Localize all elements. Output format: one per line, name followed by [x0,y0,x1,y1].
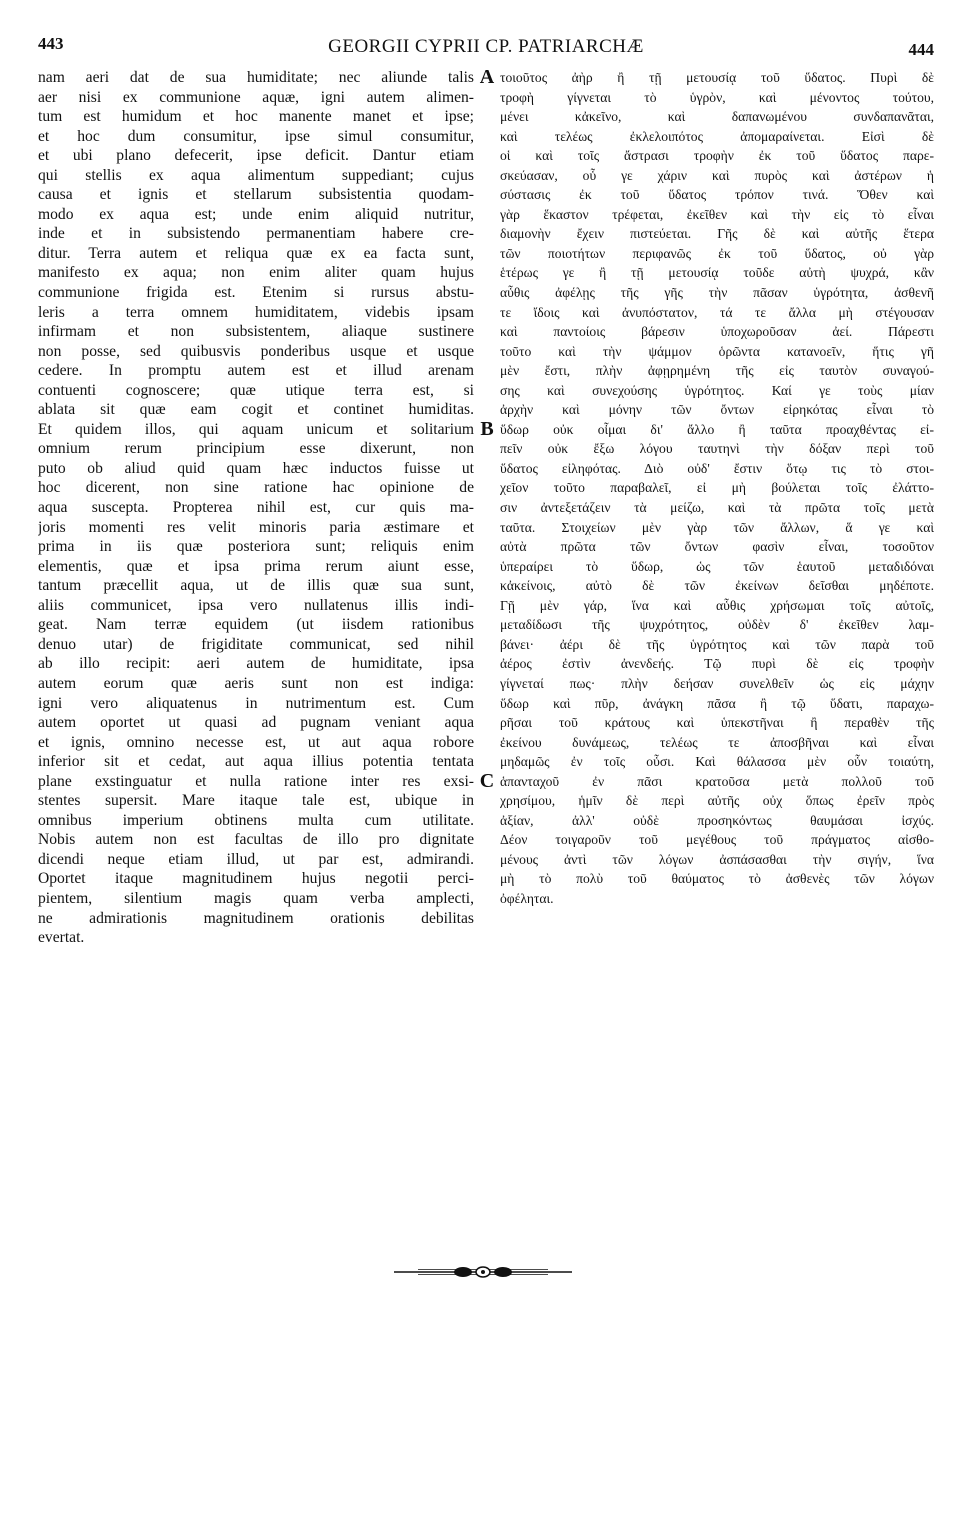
text-line: αὐτὰ πρῶτα τῶν ὄντων φασὶν εἶναι, τοσοῦτον [500,539,934,555]
latin-column [38,68,474,948]
text-line: ab illo recipit: aeri autem de humiditate, ipsa [38,655,474,673]
text-line: stentes supersit. Mare itaque tale est, ubique in [38,792,474,810]
greek-column [500,68,934,909]
text-line: τροφὴ γίγνεται τὸ ὑγρὸν, καὶ μένοντος τούτου, [500,89,934,105]
text-line: tantum præcellit aqua, ut de illis quæ sua sunt, [38,577,474,595]
text-line: μένους ἀντὶ τῶν λόγων ἀσπάσασθαι τὴν σιγήν, ἵνα [500,851,934,867]
text-line: οἱ καὶ τοῖς ἄστρασι τροφὴν ἐκ τοῦ ὕδατος παρε- [500,148,934,164]
text-line: omnibus imperium obtinens multa cum utilitate. [38,811,474,829]
text-line: leris a terra omnem humiditatem, videbis ipsam [38,303,474,321]
text-line: χρησίμου, ἡμῖν δὲ περὶ αὐτῆς οὐχ ὅπως ἐρεῖν πρὸς [500,793,934,809]
page-number-left: 443 [38,34,64,53]
text-line: causa et ignis et stellarum subsistentia quodam- [38,186,474,204]
text-line: prima in iis quæ posteriora sunt; reliquis enim [38,538,474,556]
text-line: γίγνεταί πως· πλὴν δεήσαν συνελθεῖν ὡς εἰς μάχην [500,675,934,691]
text-line: autem eorum quæ aeris sunt non est indiga: [38,674,474,692]
text-line: ne admirationis magnitudinem orationis debilitas [38,909,474,927]
text-line: ὕδωρ καὶ πῦρ, ἀνάγκη πᾶσα ἢ τῷ ὕδατι, παραχω- [500,695,934,711]
text-line: μένει κἀκεῖνο, καὶ δαπανωμένου συνδαπανᾶται, [500,109,934,125]
text-line: ρῆσαι τοῦ κράτους καὶ ὑπεκστῆναι ἢ περαθὲν τῆς [500,715,934,731]
text-line: cedere. In promptu autem est et illud arenam [38,362,474,380]
text-line: Γῇ μὲν γάρ, ἵνα καὶ αὖθις χρήσωμαι τοῖς αὐτοῖς, [500,597,934,613]
text-line: ἀρχὴν καὶ μόνην τῶν ὄντων εἰρηκότας εἶναι τὸ [500,402,934,418]
text-line: manifesto ex aqua; non enim aliter quam hujus [38,264,474,282]
text-line: modo ex aqua est; unde enim aliquid nutritur, [38,205,474,223]
text-line: μεταδίδωσι τῆς ψυχρότητος, οὐδὲν δ' ἐκεῖθεν λαμ- [500,617,934,633]
text-line: ὑπεραίρει τὸ ὕδωρ, ὡς τῶν ἑαυτοῦ μεταδιδόναι [500,558,934,574]
text-line: μηδαμῶς ἐν τοῖς οὖσι. Καὶ θάλασσα μὲν οὖν τοιαύτη, [500,754,934,770]
text-line: et ubi plano defecerit, ipse deficit. Dantur etiam [38,147,474,165]
text-line: χεῖον τοῦτο παραβαλεῖ, εἰ μὴ βούλεται τοῖς ἐλάττο- [500,480,934,496]
latin-text [38,68,474,948]
text-line: plane exstinguatur et nulla ratione inter res exsi- [38,772,474,790]
text-line: ἁπανταχοῦ ἐν πᾶσι κρατοῦσα μετὰ πολλοῦ τοῦ [500,773,934,789]
text-line: μὲν ἔστι, πλὴν ἀφῃρημένη τῆς εἰς ταυτὸν συναγού- [500,363,934,379]
text-line: elementis, quæ et ipsa prima rerum aiunt esse, [38,557,474,575]
text-line: τε ἴδοις καὶ ἀνυπόστατον, τά τε ἄλλα μὴ στέγουσαν [500,304,934,320]
text-line: dicendi neque etiam illud, ut par est, admirandi. [38,850,474,868]
text-line: ἀέρος ἐστὶν ἀνενδεής. Τῷ πυρὶ δὲ εἰς τροφὴν [500,656,934,672]
text-line: ὕδωρ οὐκ οἶμαι δι' ἄλλο ἢ ταῦτα προαχθέντας εἰ- [500,421,934,437]
text-line: βάνει· ἀέρι δὲ τῆς ὑγρότητος καὶ τῶν παρὰ τοῦ [500,636,934,652]
text-line: et ignis, omnino necesse est, ut aut aqua robore [38,733,474,751]
text-line: ἀξίαν, ἀλλ' οὐδὲ προσηκόντως θαυμάσαι ἰσχύς. [500,812,934,828]
text-line: ὕδατος εἰληφότας. Διὸ οὐδ' ἔστιν ὅτῳ τις τὸ στοι- [500,460,934,476]
text-line: κἀκείνοις, αὐτὸ δὲ τῶν ἐκείνων δεῖσθαι μηδέποτε. [500,578,934,594]
text-line: geat. Nam terræ equidem (ut iisdem rationibus [38,616,474,634]
text-line: σκεύασαν, οὗ γε χάριν καὶ πυρὸς καὶ ἀστέρων ἡ [500,167,934,183]
text-line: omnium rerum principium esse dixerunt, non [38,440,474,458]
text-line: καὶ τελέως ἐκλελοιπότος ἀπομαραίνεται. Εἰσὶ δὲ [500,128,934,144]
text-line: ταῦτα. Στοιχείων μὲν γὰρ τῶν ἄλλων, ἅ γε καὶ [500,519,934,535]
text-line: pientem, silentium magis quam verba amplecti, [38,889,474,907]
text-line: ὀφέληται. [500,890,554,906]
text-line: inferior sit et cedat, aut aqua illius potentia tentata [38,753,474,771]
text-line: autem oportet ut quasi ad pugnam veniant aqua [38,714,474,732]
text-line: διαμονὴν ἔχειν πιστεύεται. Γῆς δὲ καὶ αὐτῆς ἕτερα [500,226,934,242]
text-line: μὴ τὸ πολὺ τοῦ θαύματος τὸ ἀσθενὲς τῶν λόγων [500,871,934,887]
text-line: aqua suscepta. Propterea nihil est, cur quis ma- [38,499,474,517]
text-line: ἑτέρως γε ἢ τῇ μετουσίᾳ τοῦδε αὐτὴ ψυχρά, κἂν [500,265,934,281]
text-line: non posse, sed quibusvis ponderibus usque et usque [38,342,474,360]
text-line: inde et in subsistendo permanentiam habere cre- [38,225,474,243]
text-line: nam aeri dat de sua humiditate; nec aliunde talis [38,69,474,86]
text-line: σιν ἀντεξετάζειν τὰ μείζω, καὶ τὰ πρῶτα τοῖς μετὰ [500,500,934,516]
text-line: aliis communicet, ipsa vero nullatenus illis indi- [38,596,474,614]
text-line: πεῖν οὐκ ἔξω λόγου ταυτηνὶ τὴν δόξαν περὶ τοῦ [500,441,934,457]
text-line: Nobis autem non est facultas de illo pro dignitate [38,831,474,849]
text-line: et hoc dum consumitur, ipse simul consumitur, [38,127,474,145]
text-line: Δέον τοιγαροῦν τοῦ μεγέθους τοῦ πράγματος αἰσθο- [500,832,934,848]
text-line: σης καὶ συνεχούσης ὑγρότητος. Καί γε τοὺς μίαν [500,382,934,398]
text-line: ablata sit quæ eam cogit et continet humiditas. [38,401,474,419]
text-line: τῶν ποιοτήτων περιφανῶς ἐκ τοῦ ὕδατος, οὐ γὰρ [500,245,934,261]
text-line: Et quidem illos, qui aquam unicum et solitarium [38,420,474,438]
text-line: puto ob aliud quid quam hæc inductos fuisse ut [38,459,474,477]
text-line: ditur. Terra autem et reliqua quæ ex ea facta sunt, [38,244,474,262]
text-line: τοιοῦτος ἀὴρ ἢ τῇ μετουσίᾳ τοῦ ὕδατος. Πυρὶ δὲ [500,70,934,85]
ornament-divider [388,1262,578,1282]
text-line: communione frigida est. Etenim si rursus abstu- [38,284,474,302]
text-line: qui stellis ex aqua alimentum suppediant; cujus [38,166,474,184]
text-line: aer nisi ex communione aquæ, igni autem alimen- [38,88,474,106]
text-line: evertat. [38,929,85,947]
text-line: tum est humidum et hoc manente manet et ipse; [38,108,474,126]
running-title: GEORGII CYPRII CP. PATRIARCHÆ [328,36,644,57]
margin-marker-c: C [479,770,495,792]
page-header [38,34,934,60]
margin-marker-b: B [480,418,494,440]
text-line: ἐκείνου δυνάμεως, τελέως τε ἀποσβῆναι καὶ εἶναι [500,734,934,750]
text-line: γὰρ ἕκαστον τρέφεται, ἐκεῖθεν καὶ τὴν εἰς τὸ εἶναι [500,206,934,222]
text-line: joris momenti res velit minoris paria æstimare et [38,518,474,536]
text-line: denuo utar) de frigiditate communicat, sed nihil [38,635,474,653]
text-line: σύστασις ἐκ τοῦ ὕδατος τρόπον τινά. Ὅθεν καὶ [500,187,934,203]
text-line: Oportet itaque magnitudinem hujus negotii perci- [38,870,474,888]
text-line: καὶ παντοίοις βάρεσιν ὑποχωροῦσαν ἀεί. Πάρεστι [500,324,934,340]
margin-marker-a: A [479,66,495,88]
text-line: τοῦτο καὶ τὴν ψάμμον ὁρῶντα κατανοεῖν, ἥτις γῆ [500,343,934,359]
text-line: igni vero aliquatenus in nutrimentum est. Cum [38,694,474,712]
page-number-right: 444 [908,40,934,59]
text-line: αὖθις ἀφέλῃς τῆς γῆς τὴν πᾶσαν ὑγρότητα, ἀσθενῆ [500,285,934,301]
greek-text [500,68,934,909]
text-line: infirmam et non subsistentem, aliaque sustinere [38,323,474,341]
text-line: hoc dicerent, non sine ratione hac opinione de [38,479,474,497]
text-line: contuenti cognoscere; quæ utique terra est, si [38,381,474,399]
